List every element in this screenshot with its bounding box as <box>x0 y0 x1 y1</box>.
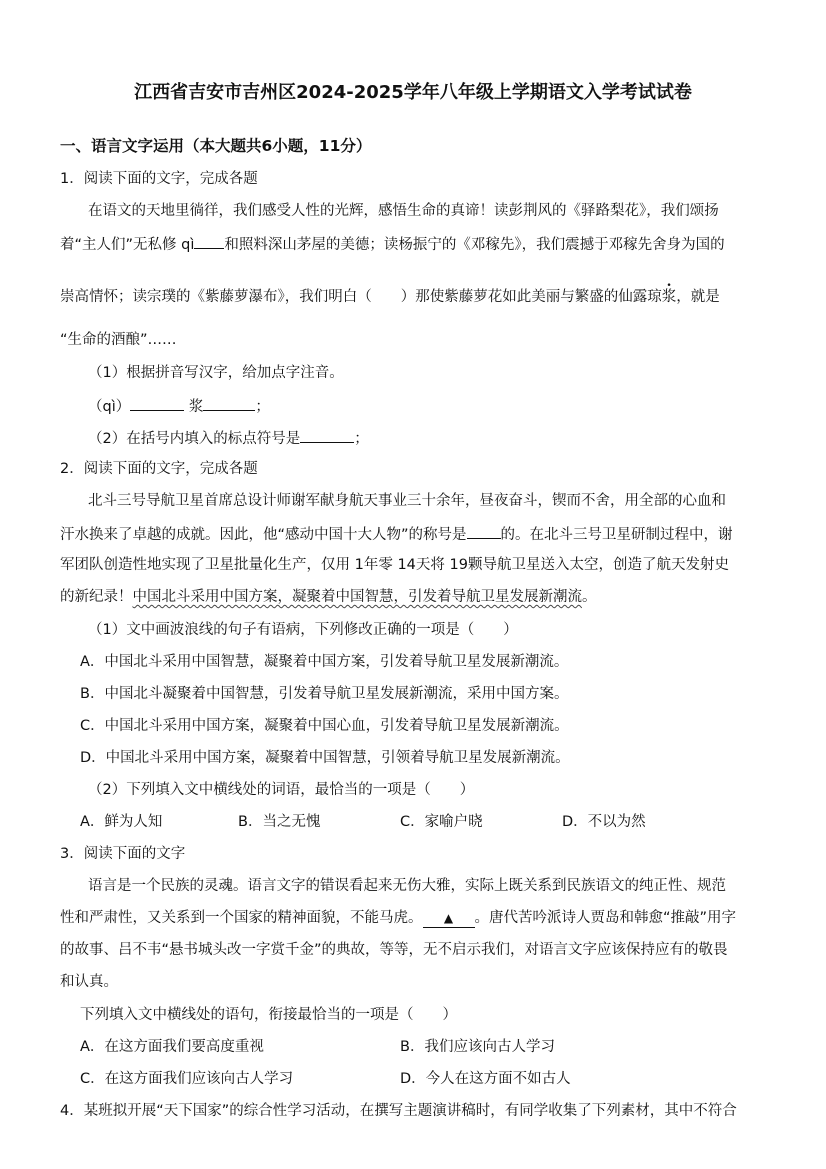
q3-para-line3: 的故事、吕不韦“悬书城头改一字赏千金”的典故，等等，无不启示我们，对语言文字应该保持应有的敬畏 <box>60 942 728 958</box>
dotted-char: 浆 <box>661 289 677 305</box>
blank[interactable] <box>467 524 501 539</box>
q3-option-a[interactable]: A．在这方面我们要高度重视 <box>80 1039 264 1055</box>
q2-sub2-option-a[interactable]: A．鲜为人知 <box>80 814 163 830</box>
q1-para-line4: “生命的酒酿”…… <box>60 332 177 348</box>
q3-sub1: 下列填入文中横线处的语句，衔接最恰当的一项是（ ） <box>80 1007 457 1023</box>
blank[interactable] <box>194 234 224 249</box>
q2-option-d[interactable]: D．中国北斗采用中国方案，凝聚着中国智慧，引领着导航卫星发展新潮流。 <box>80 750 570 766</box>
q2-para-line3: 军团队创造性地实现了卫星批量化生产，仅用 1年零 14天将 19颗导航卫星送入太空，创造了航天发射史 <box>60 557 729 573</box>
q1-para-line3: 崇高情怀；读宗璞的《紫藤萝瀑布》，我们明白（ ）那使紫藤萝花如此美丽与繁盛的仙露琼浆，就是 <box>60 289 720 305</box>
q3-para-line1: 语言是一个民族的灵魂。语言文字的错误看起来无伤大雅，实际上既关系到民族语文的纯正性、规范 <box>88 878 726 894</box>
q3-head: 3．阅读下面的文字 <box>60 846 186 862</box>
q2-sub2-option-d[interactable]: D．不以为然 <box>562 814 646 830</box>
section-heading: 一、语言文字运用（本大题共6小题，11分） <box>60 137 372 155</box>
q2-sub2-option-c[interactable]: C．家喻户晓 <box>400 814 483 830</box>
q1-para-line1: 在语文的天地里徜徉，我们感受人性的光辉，感悟生命的真谛！读彭荆风的《驿路梨花》，我们颂扬 <box>88 203 719 219</box>
q3-para-line2: 性和严肃性，又关系到一个国家的精神面貌，不能马虎。 ▲ 。唐代苦吟派诗人贾岛和韩愈“推敲”用字 <box>60 910 737 926</box>
blank[interactable] <box>300 428 354 443</box>
q2-para-line1: 北斗三号导航卫星首席总设计师谢军献身航天事业三十余年，昼夜奋斗，锲而不舍，用全部的心血和 <box>88 493 726 509</box>
q2-option-c[interactable]: C．中国北斗采用中国方案，凝聚着中国心血，引发着导航卫星发展新潮流。 <box>80 718 569 734</box>
q2-sub2: （2）下列填入文中横线处的词语，最恰当的一项是（ ） <box>88 782 475 798</box>
q1-sub1-answer: （qì） 浆 ； <box>88 396 270 416</box>
q1-para-line2: 着“主人们”无私修 qì 和照料深山茅屋的美德；读杨振宁的《邓稼先》，我们震撼于邓稼先舍身为国的 <box>60 234 725 254</box>
q2-para-line4: 的新纪录！中国北斗采用中国方案，凝聚着中国智慧，引发着导航卫星发展新潮流。 <box>60 589 597 605</box>
page-title: 江西省吉安市吉州区2024-2025学年八年级上学期语文入学考试试卷 <box>134 82 692 103</box>
q3-option-d[interactable]: D．今人在这方面不如古人 <box>400 1071 571 1087</box>
q1-head: 1．阅读下面的文字，完成各题 <box>60 171 258 187</box>
q2-para-line2: 汗水换来了卓越的成就。因此，他“感动中国十大人物”的称号是 的。在北斗三号卫星研制过程中，谢 <box>60 524 733 544</box>
q3-option-c[interactable]: C．在这方面我们应该向古人学习 <box>80 1071 294 1087</box>
blank[interactable] <box>130 396 184 411</box>
q1-sub2: （2）在括号内填入的标点符号是 ； <box>88 428 369 448</box>
q2-head: 2．阅读下面的文字，完成各题 <box>60 461 258 477</box>
q2-sub1: （1）文中画波浪线的句子有语病，下列修改正确的一项是（ ） <box>88 622 518 638</box>
wavy-underlined-sentence: 中国北斗采用中国方案，凝聚着中国智慧，引发着导航卫星发展新潮流 <box>132 589 582 605</box>
q1-sub1: （1）根据拼音写汉字，给加点字注音。 <box>88 365 344 381</box>
q4-head: 4．某班拟开展“天下国家”的综合性学习活动，在撰写主题演讲稿时，有同学收集了下列素材，其中不符合 <box>60 1103 737 1119</box>
blank[interactable] <box>203 396 255 411</box>
q2-sub2-option-b[interactable]: B．当之无愧 <box>238 814 321 830</box>
q2-option-b[interactable]: B．中国北斗凝聚着中国智慧，引发着导航卫星发展新潮流，采用中国方案。 <box>80 686 569 702</box>
triangle-blank[interactable]: ▲ <box>423 909 475 928</box>
q2-option-a[interactable]: A．中国北斗采用中国智慧，凝聚着中国方案，引发着导航卫星发展新潮流。 <box>80 654 569 670</box>
q3-option-b[interactable]: B．我们应该向古人学习 <box>400 1039 555 1055</box>
q3-para-line4: 和认真。 <box>60 974 118 990</box>
